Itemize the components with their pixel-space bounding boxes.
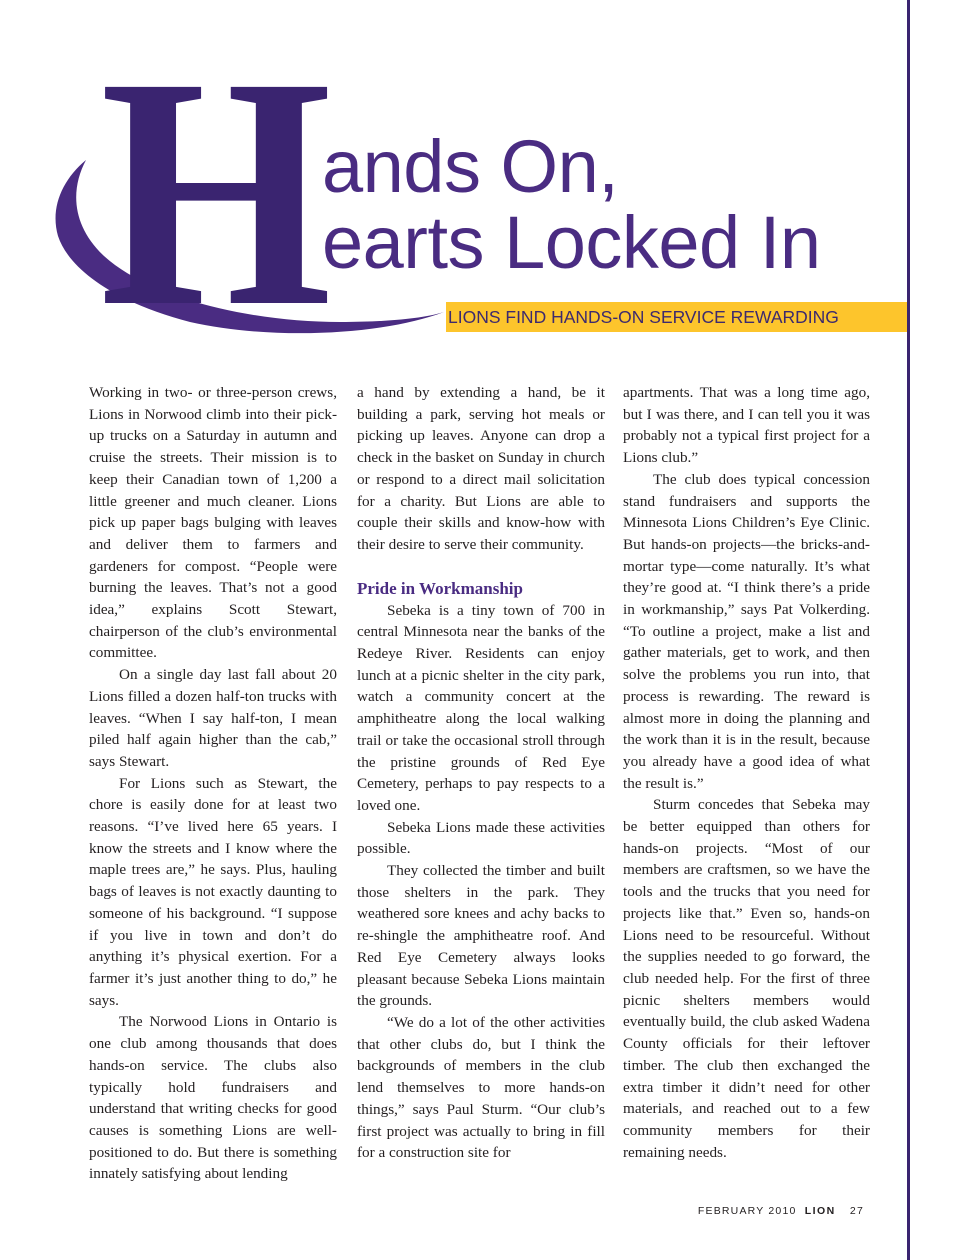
subtitle-banner-text: LIONS FIND HANDS-ON SERVICE REWARDING [448,307,839,327]
article-column-1 [89,382,337,1185]
article-column-2 [357,382,605,1164]
page-footer [698,1205,864,1217]
footer-page-number: 27 [849,1205,864,1217]
paragraph: Sturm concedes that Sebeka may be better equipped than others for hands-on projects. “Most of our members are craftsmen, so we have the tools and the trucks that you need for projects like that.” Even so, hands-on Lions need to be resourceful. Without the supplies needed to go forward, the club needed help. For the first of three picnic shelters members would eventually build, the club asked Wadena County officials for their leftover timber. The club then exchanged the extra timber it didn’t need for other materials, and reached out to a few community members for their remaining needs. [623,796,870,1161]
right-edge-rule [907,0,910,1260]
footer-issue-date: FEBRUARY 2010 [697,1205,797,1217]
paragraph: “We do a lot of the other activities that other clubs do, but I think the backgrounds of members in the club lend themselves to more hands-on things,” says Paul Sturm. “Our club’s first project was actually to bring in fill for a construction site for [357,1013,605,1162]
section-subhead: Pride in Workmanship [357,578,523,598]
paragraph: a hand by extending a hand, be it building a park, serving hot meals or picking up leaves. Anyone can drop a check in the basket on Sunday in church or respond to a direct mail solicitation for a charity. But Lions are able to couple their skills and know-how with their desire to serve their community. [357,384,605,553]
article-column-3 [623,382,870,1163]
paragraph: They collected the timber and built those shelters in the park. They weathered sore knees and achy backs to re-shingle the amphitheatre roof. And Red Eye Cemetery always looks pleasant because Sebeka Lions maintain the grounds. [357,862,605,1010]
headline-line-1: ands On, [322,125,619,208]
paragraph: For Lions such as Stewart, the chore is easily done for at least two reasons. “I’ve lived here 65 years. I know the streets and I know where the maple trees are,” he says. Plus, hauling bags of leaves is not exactly daunting to someone of his background. “I suppose if you live in town and don’t do anything it’s physical exertion. For a farmer it’s just another thing to do,” he says. [89,774,337,1009]
paragraph: Working in two- or three-person crews, Lions in Norwood climb into their pick-up trucks on a Saturday in autumn and cruise the streets. Their mission is to keep their Canadian town of 1,200 a little greener and much cleaner. Lions pick up paper bags bulging with leaves and deliver them to farmers and gardeners for compost. “People were burning the leaves. That’s not a good idea,” explains Scott Stewart, chairperson of the club’s environmental committee. [89,384,337,662]
paragraph: Sebeka is a tiny town of 700 in central Minnesota near the banks of the Redeye River. Residents can enjoy lunch at a picnic shelter in the city park, watch a community concert at the amphitheatre along the local walking trail or take the occasional stroll through the pristine grounds of Red Eye Cemetery, perhaps to pay respects to a loved one. [357,601,605,814]
paragraph: The club does typical concession stand fundraisers and supports the Minnesota Lions Children’s Eye Clinic. But hands-on projects—the bricks-and-mortar type—come naturally. It’s what they’re good at. “I think there’s a pride in workmanship,” says Pat Volkerding. “To outline a project, make a list and gather materials, get to work, and then solve the problems you run into, that process is rewarding. The reward is almost more in doing the planning and the work than it is in the result, because you already have a good idea of what the result is.” [623,470,870,792]
paragraph: Sebeka Lions made these activities possible. [357,818,605,858]
paragraph: On a single day last fall about 20 Lions filled a dozen half-ton trucks with leaves. “When I say half-ton, I mean piled half again higher than the cab,” says Stewart. [89,666,337,770]
paragraph: apartments. That was a long time ago, but I was there, and I can tell you it was probably not a typical first project for a Lions club.” [623,384,870,467]
paragraph: The Norwood Lions in Ontario is one club among thousands that does hands-on service. The clubs also typically hold fundraisers and understand that writing checks for good causes is something Lions are well-positioned to do. But there is something innately satisfying about lending [89,1013,337,1183]
headline-line-2: earts Locked In [322,201,821,284]
title-initial-letter: H [100,10,332,375]
footer-magazine-name: LION [804,1205,836,1217]
